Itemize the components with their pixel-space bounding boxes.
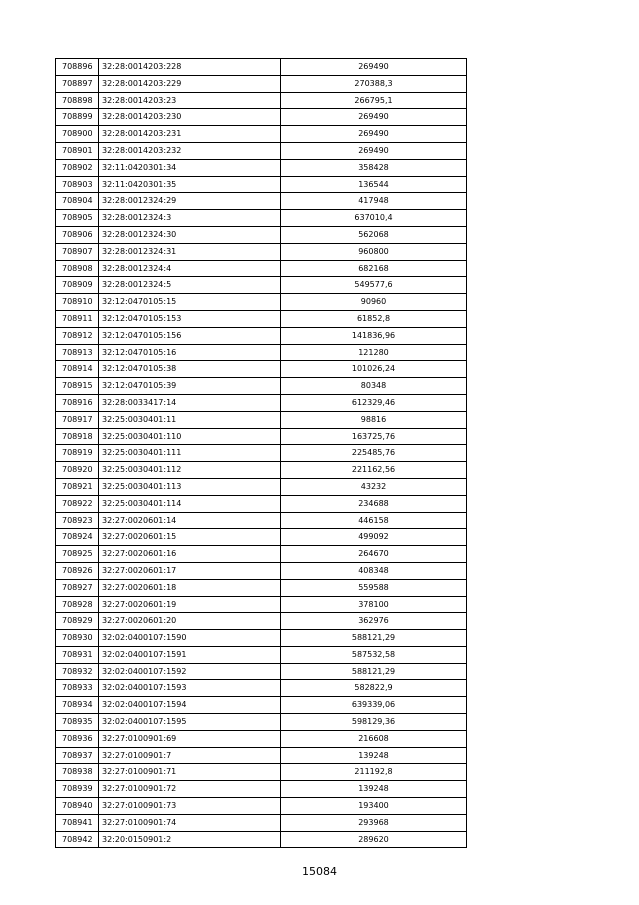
- value-cell: 264670: [281, 546, 467, 563]
- value-cell: 269490: [281, 109, 467, 126]
- table-row: [56, 764, 467, 781]
- cadastral-number-cell: 32:28:0033417:14: [99, 394, 281, 411]
- value-cell: 136544: [281, 176, 467, 193]
- cadastral-number-cell: 32:27:0100901:7: [99, 747, 281, 764]
- row-id-cell: 708902: [56, 159, 99, 176]
- value-cell: 446158: [281, 512, 467, 529]
- value-cell: 61852,8: [281, 310, 467, 327]
- row-id-cell: 708896: [56, 59, 99, 76]
- table-row: [56, 546, 467, 563]
- cadastral-number-cell: 32:11:0420301:35: [99, 176, 281, 193]
- value-cell: 269490: [281, 142, 467, 159]
- row-id-cell: 708908: [56, 260, 99, 277]
- row-id-cell: 708904: [56, 193, 99, 210]
- cadastral-number-cell: 32:28:0014203:229: [99, 75, 281, 92]
- row-id-cell: 708935: [56, 714, 99, 731]
- table-row: [56, 210, 467, 227]
- cadastral-number-cell: 32:28:0014203:231: [99, 126, 281, 143]
- value-cell: 289620: [281, 831, 467, 848]
- value-cell: 378100: [281, 596, 467, 613]
- cadastral-number-cell: 32:27:0100901:69: [99, 730, 281, 747]
- value-cell: 562068: [281, 226, 467, 243]
- row-id-cell: 708917: [56, 411, 99, 428]
- cadastral-number-cell: 32:27:0020601:15: [99, 529, 281, 546]
- row-id-cell: 708918: [56, 428, 99, 445]
- value-cell: 270388,3: [281, 75, 467, 92]
- row-id-cell: 708921: [56, 478, 99, 495]
- table-row: [56, 596, 467, 613]
- table-row: [56, 243, 467, 260]
- value-cell: 163725,76: [281, 428, 467, 445]
- value-cell: 266795,1: [281, 92, 467, 109]
- cadastral-number-cell: 32:28:0014203:23: [99, 92, 281, 109]
- cadastral-number-cell: 32:25:0030401:112: [99, 462, 281, 479]
- cadastral-number-cell: 32:02:0400107:1592: [99, 663, 281, 680]
- table-row: [56, 411, 467, 428]
- table-row: [56, 747, 467, 764]
- value-cell: 362976: [281, 613, 467, 630]
- row-id-cell: 708903: [56, 176, 99, 193]
- table-row: [56, 630, 467, 647]
- value-cell: 588121,29: [281, 630, 467, 647]
- row-id-cell: 708910: [56, 294, 99, 311]
- table-row: [56, 579, 467, 596]
- table-row: [56, 344, 467, 361]
- table-row: [56, 478, 467, 495]
- cadastral-number-cell: 32:27:0100901:74: [99, 814, 281, 831]
- cadastral-number-cell: 32:28:0012324:31: [99, 243, 281, 260]
- table-body: [56, 59, 467, 848]
- table-row: [56, 730, 467, 747]
- row-id-cell: 708909: [56, 277, 99, 294]
- value-cell: 559588: [281, 579, 467, 596]
- row-id-cell: 708942: [56, 831, 99, 848]
- cadastral-number-cell: 32:27:0020601:18: [99, 579, 281, 596]
- table-row: [56, 361, 467, 378]
- value-cell: 101026,24: [281, 361, 467, 378]
- row-id-cell: 708900: [56, 126, 99, 143]
- cadastral-number-cell: 32:28:0012324:5: [99, 277, 281, 294]
- cadastral-number-cell: 32:28:0014203:230: [99, 109, 281, 126]
- table-row: [56, 781, 467, 798]
- row-id-cell: 708930: [56, 630, 99, 647]
- table-row: [56, 394, 467, 411]
- cadastral-number-cell: 32:12:0470105:153: [99, 310, 281, 327]
- table-row: [56, 294, 467, 311]
- cadastral-number-cell: 32:12:0470105:15: [99, 294, 281, 311]
- row-id-cell: 708920: [56, 462, 99, 479]
- cadastral-number-cell: 32:27:0020601:19: [99, 596, 281, 613]
- cadastral-number-cell: 32:27:0020601:14: [99, 512, 281, 529]
- value-cell: 43232: [281, 478, 467, 495]
- cadastral-number-cell: 32:28:0012324:29: [99, 193, 281, 210]
- cadastral-number-cell: 32:25:0030401:11: [99, 411, 281, 428]
- cadastral-number-cell: 32:20:0150901:2: [99, 831, 281, 848]
- value-cell: 408348: [281, 562, 467, 579]
- row-id-cell: 708936: [56, 730, 99, 747]
- cadastral-value-table: [55, 58, 467, 848]
- value-cell: 499092: [281, 529, 467, 546]
- table-row: [56, 126, 467, 143]
- value-cell: 960800: [281, 243, 467, 260]
- row-id-cell: 708922: [56, 495, 99, 512]
- table-row: [56, 445, 467, 462]
- cadastral-number-cell: 32:28:0014203:232: [99, 142, 281, 159]
- value-cell: 417948: [281, 193, 467, 210]
- value-cell: 139248: [281, 781, 467, 798]
- value-cell: 98816: [281, 411, 467, 428]
- row-id-cell: 708915: [56, 378, 99, 395]
- value-cell: 269490: [281, 59, 467, 76]
- table-row: [56, 462, 467, 479]
- table-row: [56, 378, 467, 395]
- row-id-cell: 708928: [56, 596, 99, 613]
- row-id-cell: 708906: [56, 226, 99, 243]
- table-row: [56, 798, 467, 815]
- row-id-cell: 708919: [56, 445, 99, 462]
- cadastral-number-cell: 32:28:0012324:3: [99, 210, 281, 227]
- cadastral-number-cell: 32:02:0400107:1590: [99, 630, 281, 647]
- cadastral-number-cell: 32:25:0030401:110: [99, 428, 281, 445]
- row-id-cell: 708901: [56, 142, 99, 159]
- row-id-cell: 708937: [56, 747, 99, 764]
- row-id-cell: 708931: [56, 646, 99, 663]
- row-id-cell: 708932: [56, 663, 99, 680]
- row-id-cell: 708934: [56, 697, 99, 714]
- row-id-cell: 708916: [56, 394, 99, 411]
- table-row: [56, 327, 467, 344]
- value-cell: 193400: [281, 798, 467, 815]
- cadastral-number-cell: 32:28:0014203:228: [99, 59, 281, 76]
- cadastral-number-cell: 32:25:0030401:111: [99, 445, 281, 462]
- value-cell: 211192,8: [281, 764, 467, 781]
- value-cell: 682168: [281, 260, 467, 277]
- cadastral-number-cell: 32:27:0100901:73: [99, 798, 281, 815]
- row-id-cell: 708926: [56, 562, 99, 579]
- table-row: [56, 714, 467, 731]
- cadastral-number-cell: 32:02:0400107:1595: [99, 714, 281, 731]
- cadastral-number-cell: 32:02:0400107:1594: [99, 697, 281, 714]
- value-cell: 637010,4: [281, 210, 467, 227]
- row-id-cell: 708923: [56, 512, 99, 529]
- row-id-cell: 708912: [56, 327, 99, 344]
- row-id-cell: 708911: [56, 310, 99, 327]
- cadastral-number-cell: 32:11:0420301:34: [99, 159, 281, 176]
- table-row: [56, 562, 467, 579]
- cadastral-number-cell: 32:02:0400107:1591: [99, 646, 281, 663]
- row-id-cell: 708933: [56, 680, 99, 697]
- value-cell: 588121,29: [281, 663, 467, 680]
- value-cell: 582822,9: [281, 680, 467, 697]
- row-id-cell: 708905: [56, 210, 99, 227]
- table-row: [56, 59, 467, 76]
- table-row: [56, 226, 467, 243]
- table-row: [56, 109, 467, 126]
- cadastral-number-cell: 32:27:0020601:20: [99, 613, 281, 630]
- row-id-cell: 708941: [56, 814, 99, 831]
- cadastral-number-cell: 32:27:0100901:71: [99, 764, 281, 781]
- cadastral-number-cell: 32:27:0020601:17: [99, 562, 281, 579]
- value-cell: 587532,58: [281, 646, 467, 663]
- table-row: [56, 814, 467, 831]
- value-cell: 549577,6: [281, 277, 467, 294]
- value-cell: 80348: [281, 378, 467, 395]
- value-cell: 90960: [281, 294, 467, 311]
- cadastral-number-cell: 32:02:0400107:1593: [99, 680, 281, 697]
- cadastral-number-cell: 32:12:0470105:156: [99, 327, 281, 344]
- page-number: 15084: [302, 865, 337, 878]
- table-row: [56, 680, 467, 697]
- row-id-cell: 708898: [56, 92, 99, 109]
- row-id-cell: 708907: [56, 243, 99, 260]
- table-row: [56, 697, 467, 714]
- value-cell: 121280: [281, 344, 467, 361]
- cadastral-number-cell: 32:12:0470105:38: [99, 361, 281, 378]
- cadastral-number-cell: 32:27:0020601:16: [99, 546, 281, 563]
- cadastral-number-cell: 32:25:0030401:114: [99, 495, 281, 512]
- row-id-cell: 708940: [56, 798, 99, 815]
- table-row: [56, 663, 467, 680]
- value-cell: 612329,46: [281, 394, 467, 411]
- table-row: [56, 646, 467, 663]
- value-cell: 139248: [281, 747, 467, 764]
- value-cell: 293968: [281, 814, 467, 831]
- table-row: [56, 92, 467, 109]
- table-row: [56, 512, 467, 529]
- row-id-cell: 708913: [56, 344, 99, 361]
- table-row: [56, 277, 467, 294]
- row-id-cell: 708914: [56, 361, 99, 378]
- table-row: [56, 613, 467, 630]
- table-row: [56, 260, 467, 277]
- row-id-cell: 708938: [56, 764, 99, 781]
- table-row: [56, 495, 467, 512]
- row-id-cell: 708939: [56, 781, 99, 798]
- row-id-cell: 708897: [56, 75, 99, 92]
- value-cell: 269490: [281, 126, 467, 143]
- table-row: [56, 193, 467, 210]
- table-row: [56, 310, 467, 327]
- value-cell: 639339,06: [281, 697, 467, 714]
- cadastral-number-cell: 32:12:0470105:16: [99, 344, 281, 361]
- value-cell: 598129,36: [281, 714, 467, 731]
- cadastral-number-cell: 32:27:0100901:72: [99, 781, 281, 798]
- row-id-cell: 708925: [56, 546, 99, 563]
- table-row: [56, 176, 467, 193]
- row-id-cell: 708899: [56, 109, 99, 126]
- cadastral-number-cell: 32:12:0470105:39: [99, 378, 281, 395]
- row-id-cell: 708927: [56, 579, 99, 596]
- value-cell: 225485,76: [281, 445, 467, 462]
- value-cell: 216608: [281, 730, 467, 747]
- table-row: [56, 529, 467, 546]
- value-cell: 234688: [281, 495, 467, 512]
- table-row: [56, 831, 467, 848]
- row-id-cell: 708929: [56, 613, 99, 630]
- cadastral-number-cell: 32:25:0030401:113: [99, 478, 281, 495]
- value-cell: 221162,56: [281, 462, 467, 479]
- row-id-cell: 708924: [56, 529, 99, 546]
- table-row: [56, 428, 467, 445]
- table-row: [56, 159, 467, 176]
- table-row: [56, 142, 467, 159]
- cadastral-number-cell: 32:28:0012324:30: [99, 226, 281, 243]
- value-cell: 358428: [281, 159, 467, 176]
- value-cell: 141836,96: [281, 327, 467, 344]
- cadastral-number-cell: 32:28:0012324:4: [99, 260, 281, 277]
- table-row: [56, 75, 467, 92]
